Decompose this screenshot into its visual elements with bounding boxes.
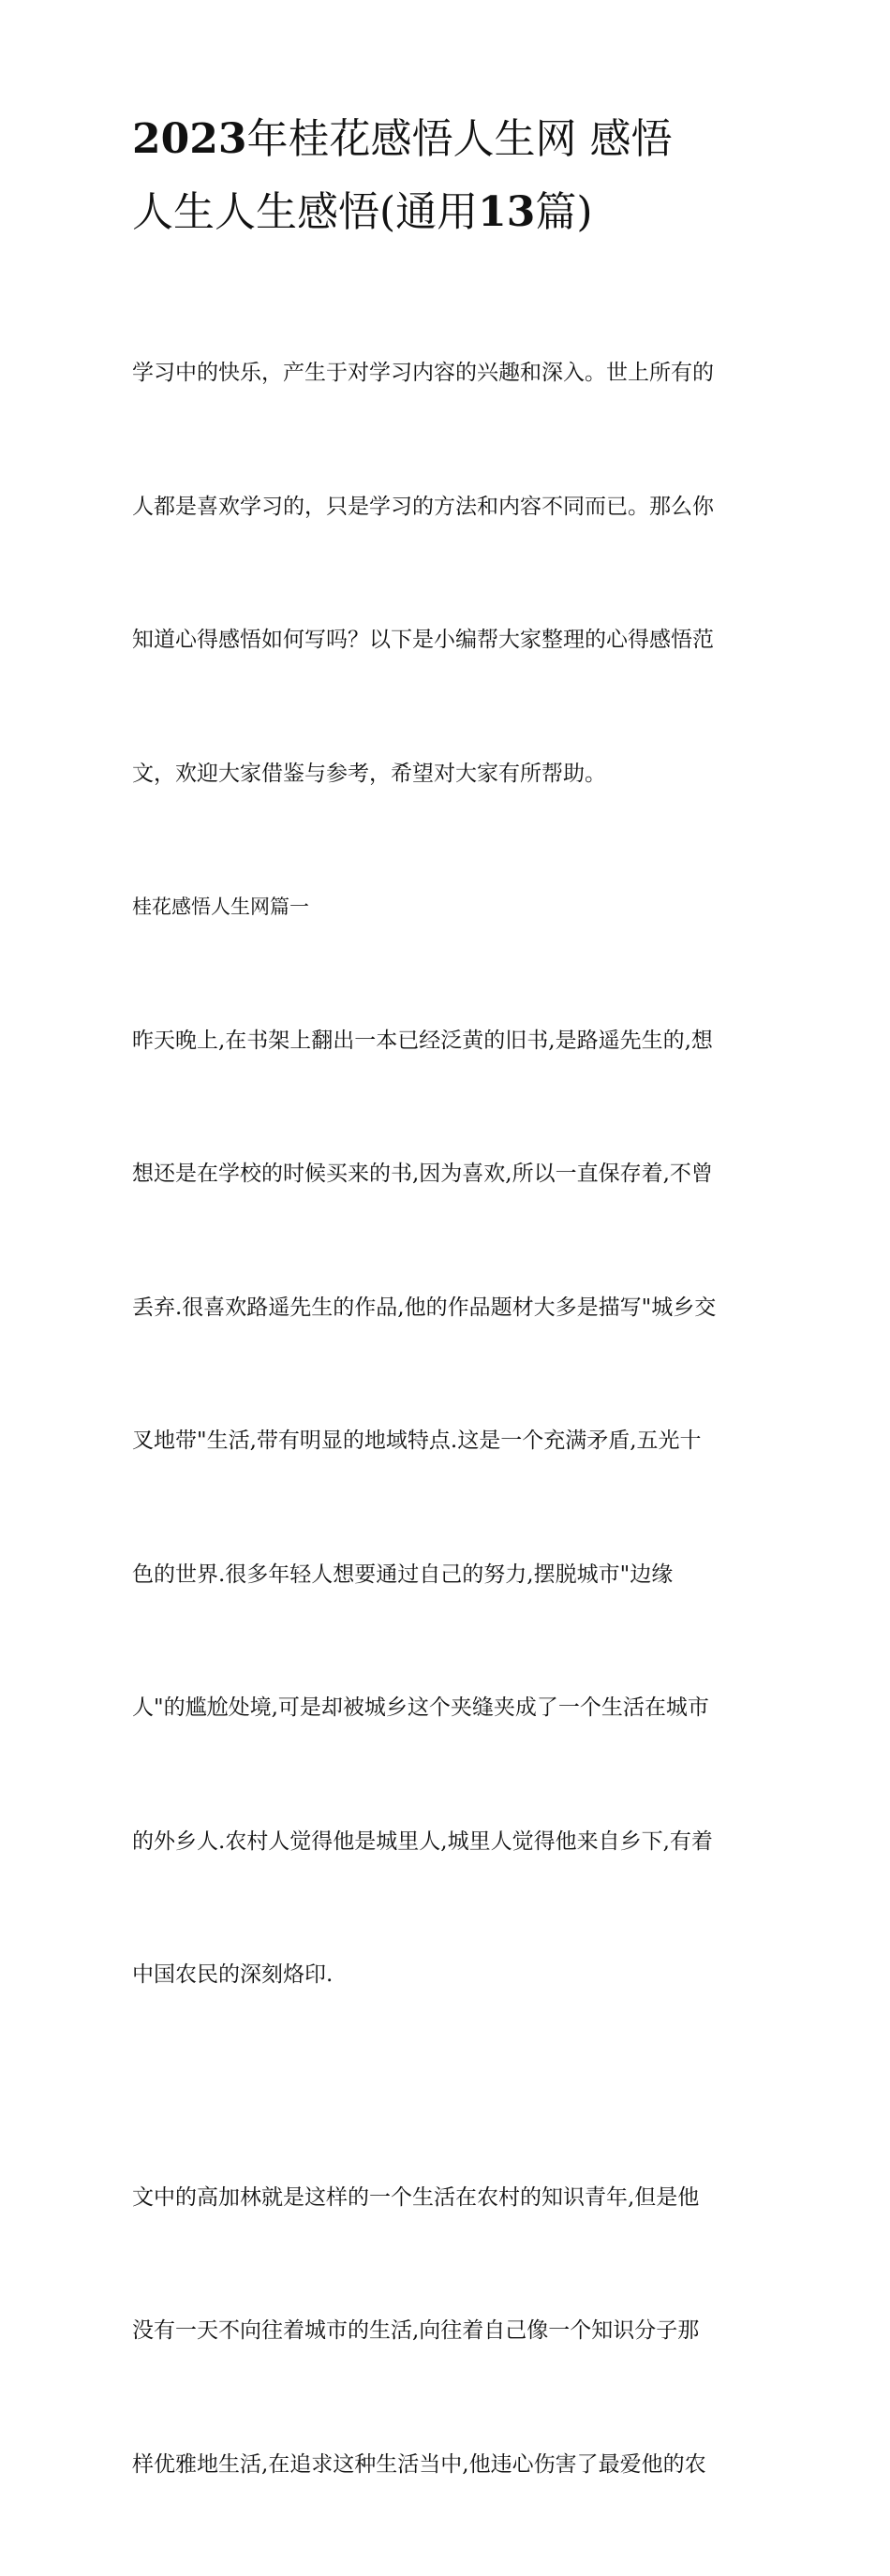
title-text-3: 篇) <box>535 188 592 236</box>
title-line-2 <box>132 176 769 249</box>
section-heading: 桂花感悟人生网篇一 <box>132 885 769 930</box>
paragraph-line: 的外乡人.农村人觉得他是城里人,城里人觉得他来自乡下,有着 <box>132 1820 769 1865</box>
paragraph-line: 昨天晚上,在书架上翻出一本已经泛黄的旧书,是路遥先生的,想 <box>132 1019 769 1064</box>
intro-line: 文，欢迎大家借鉴与参考，希望对大家有所帮助。 <box>132 752 769 797</box>
paragraph-line: 叉地带"生活,带有明显的地域特点.这是一个充满矛盾,五光十 <box>132 1419 769 1464</box>
paragraph-line: 没有一天不向往着城市的生活,向往着自己像一个知识分子那 <box>132 2309 769 2354</box>
paragraph-line: 想还是在学校的时候买来的书,因为喜欢,所以一直保存着,不曾 <box>132 1152 769 1197</box>
paragraph-line: 丢弃.很喜欢路遥先生的作品,他的作品题材大多是描写"城乡交 <box>132 1286 769 1331</box>
paragraph-2 <box>132 2087 769 2576</box>
intro-line: 学习中的快乐，产生于对学习内容的兴趣和深入。世上所有的 <box>132 351 769 396</box>
title-year: 2023 <box>132 115 246 163</box>
title-line-1 <box>132 103 769 176</box>
paragraph-line: 样优雅地生活,在追求这种生活当中,他违心伤害了最爱他的农 <box>132 2443 769 2488</box>
paragraph-line: 文中的高加林就是这样的一个生活在农村的知识青年,但是他 <box>132 2176 769 2221</box>
paragraph-1 <box>132 930 769 2087</box>
intro-paragraph <box>132 262 769 885</box>
paragraph-line: 人"的尴尬处境,可是却被城乡这个夹缝夹成了一个生活在城市 <box>132 1686 769 1731</box>
title-text-2: 人生人生感悟(通用 <box>132 188 478 236</box>
paragraph-line: 色的世界.很多年轻人想要通过自己的努力,摆脱城市"边缘 <box>132 1553 769 1598</box>
intro-line: 知道心得感悟如何写吗？以下是小编帮大家整理的心得感悟范 <box>132 618 769 663</box>
title-text-1: 年桂花感悟人生网 感悟 <box>246 115 672 163</box>
document-body <box>132 262 769 2576</box>
title-count: 13 <box>478 188 535 236</box>
document-title <box>132 103 769 249</box>
intro-line: 人都是喜欢学习的，只是学习的方法和内容不同而已。那么你 <box>132 485 769 530</box>
paragraph-line: 中国农民的深刻烙印. <box>132 1953 769 1998</box>
document-page <box>132 103 769 2576</box>
